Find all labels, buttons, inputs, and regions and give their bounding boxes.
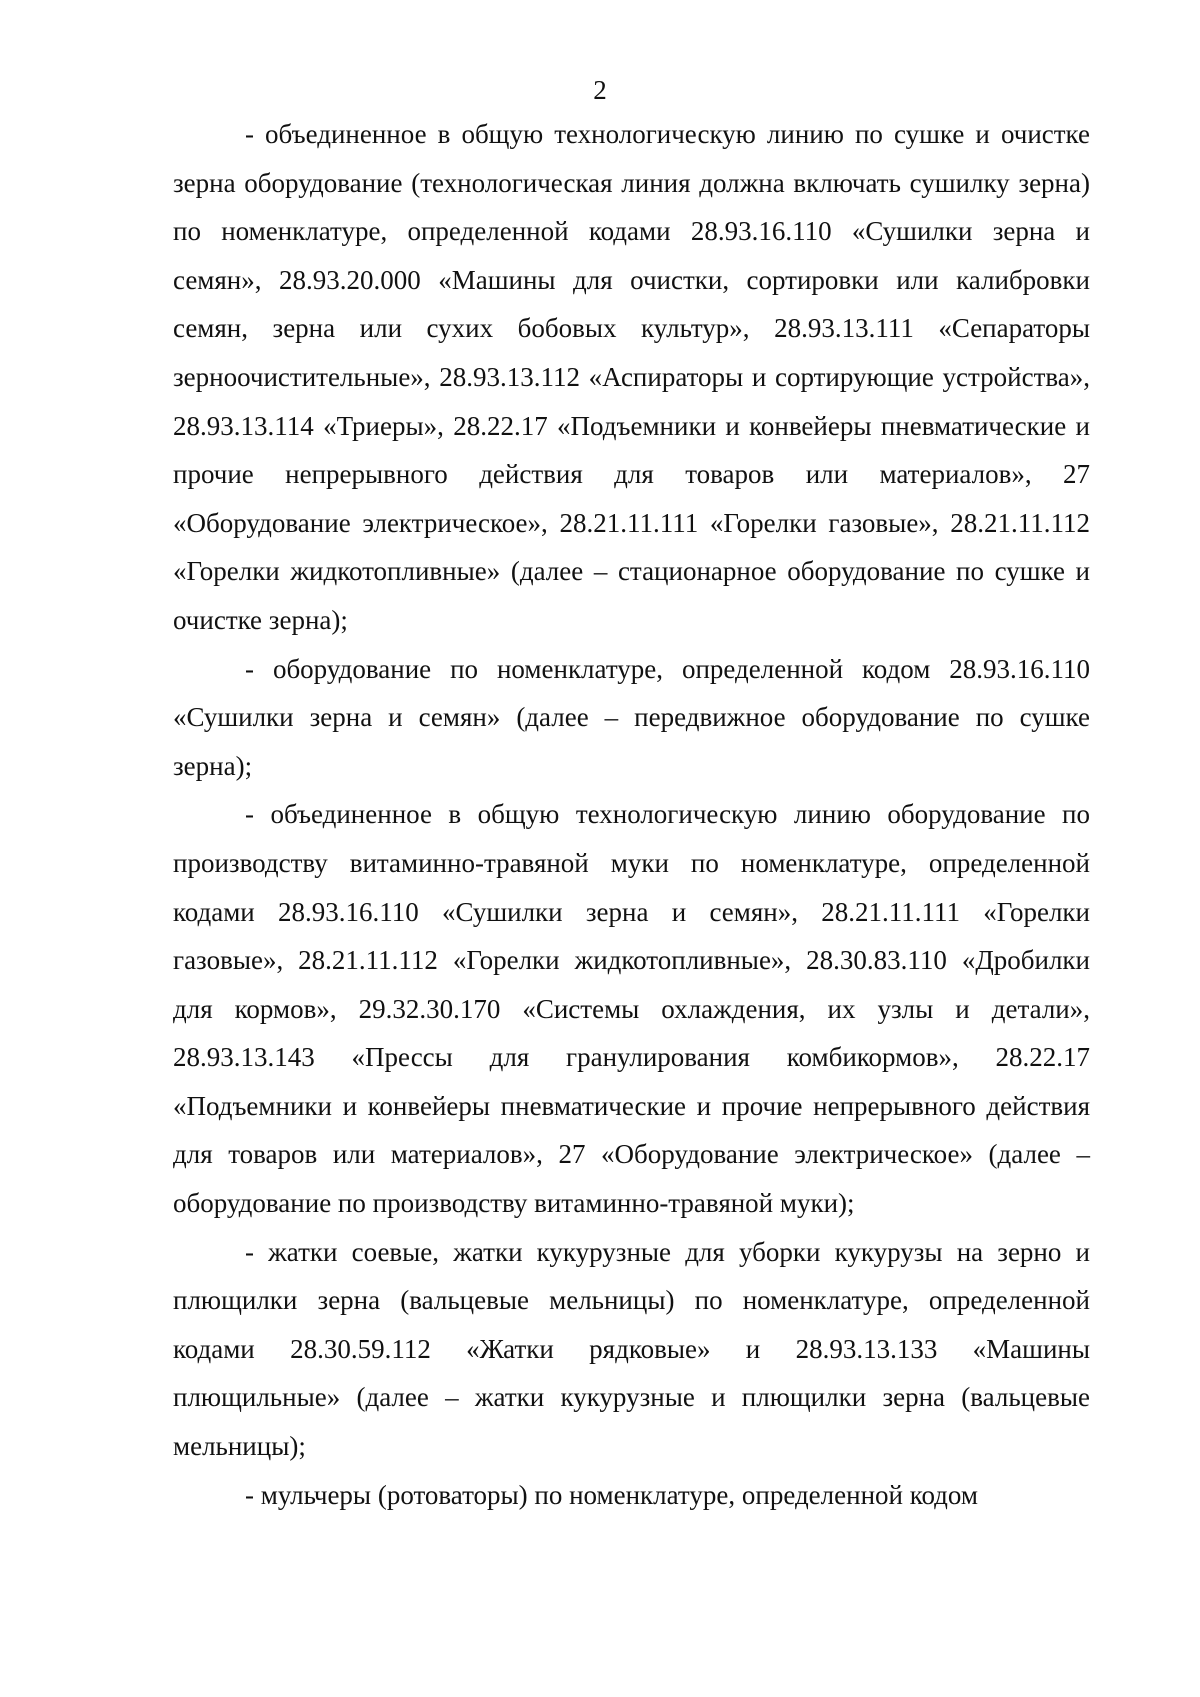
paragraph-corn-headers-grain-crushers: - жатки соевые, жатки кукурузные для уборки кукурузы на зерно и плющилки зерна (вальцевые мельницы) по номенклатуре, определенной кодами 28.30.59.112 «Жатки рядковые» и 28.93.13.133 «Машины плющильные» (далее – жатки кукурузные и плющилки зерна (вальцевые мельницы); xyxy=(173,1236,1090,1462)
paragraph-grain-drying-cleaning-line: - объединенное в общую технологическую линию по сушке и очистке зерна оборудование (технологическая линия должна включать сушилку зерна) по номенклатуре, определенной кодами 28.93.16.110 «Сушилки зерна и семян», 28.93.20.000 «Машины для очистки, сортировки или калибровки семян, зерна или сухих бобовых культур», 28.93.13.111 «Сепараторы зерноочистительные», 28.93.13.112 «Аспираторы и сортирующие устройства», 28.93.13.114 «Триеры», 28.22.17 «Подъемники и конвейеры пневматические и прочие непрерывного действия для товаров или материалов», 27 «Оборудование электрическое», 28.21.11.111 «Горелки газовые», 28.21.11.112 «Горелки жидкотопливные» (далее – стационарное оборудование по сушке и очистке зерна); xyxy=(173,119,1090,635)
paragraph-vitamin-grass-meal-line: - объединенное в общую технологическую линию оборудование по производству витаминно-травяной муки по номенклатуре, определенной кодами 28.93.16.110 «Сушилки зерна и семян», 28.21.11.111 «Горелки газовые», 28.21.11.112 «Горелки жидкотопливные», 28.30.83.110 «Дробилки для кормов», 29.32.30.170 «Системы охлаждения, их узлы и детали», 28.93.13.143 «Прессы для гранулирования комбикормов», 28.22.17 «Подъемники и конвейеры пневматические и прочие непрерывного действия для товаров или материалов», 27 «Оборудование электрическое» (далее – оборудование по производству витаминно-травяной муки); xyxy=(173,799,1090,1219)
page-number: 2 xyxy=(593,75,607,105)
document-body xyxy=(173,110,1090,1519)
paragraph-mobile-grain-drying: - оборудование по номенклатуре, определенной кодом 28.93.16.110 «Сушилки зерна и семян» (далее – передвижное оборудование по сушке зерна); xyxy=(173,653,1090,781)
paragraph-mulchers: - мульчеры (ротоваторы) по номенклатуре, определенной кодом xyxy=(245,1479,978,1510)
